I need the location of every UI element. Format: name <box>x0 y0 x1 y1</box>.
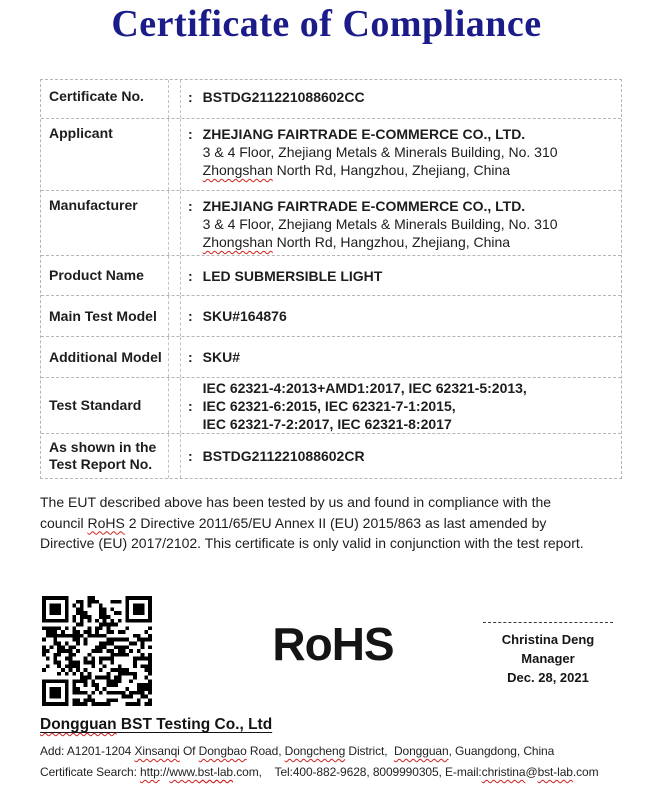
value-line: SKU# <box>202 349 241 365</box>
signature-block <box>477 622 619 687</box>
value-line: IEC 62321-6:2015, IEC 62321-7-1:2015, <box>202 397 456 414</box>
row-value <box>181 119 621 190</box>
value-line: ZHEJIANG FAIRTRADE E-COMMERCE CO., LTD. <box>202 126 526 142</box>
table-row-test-report-no <box>41 433 621 478</box>
cell-spacer <box>169 434 181 478</box>
row-value <box>181 256 621 295</box>
colon-separator: : <box>188 126 193 142</box>
table-row-certificate-no <box>41 80 621 118</box>
table-row-applicant <box>41 118 621 190</box>
cell-spacer <box>169 80 181 118</box>
value-line: BSTDG211221088602CR <box>202 448 365 464</box>
value-line: BSTDG211221088602CC <box>202 89 365 105</box>
row-value <box>181 296 621 336</box>
row-value <box>181 80 621 118</box>
table-row-main-test-model <box>41 295 621 336</box>
cell-spacer <box>169 119 181 190</box>
cell-spacer <box>169 337 181 377</box>
qr-code <box>42 596 152 706</box>
row-label: Product Name <box>41 256 169 295</box>
colon-separator: : <box>188 448 193 464</box>
certificate-title: Certificate of Compliance <box>111 3 542 45</box>
value-line: LED SUBMERSIBLE LIGHT <box>202 267 383 284</box>
compliance-statement <box>40 492 626 554</box>
row-label: Manufacturer <box>41 191 169 255</box>
row-value <box>181 191 621 255</box>
row-label: Certificate No. <box>41 80 169 118</box>
table-row-additional-model <box>41 336 621 377</box>
row-label: As shown in the Test Report No. <box>41 434 169 478</box>
signature-date: Dec. 28, 2021 <box>507 670 589 685</box>
value-line: Zhongshan North Rd, Hangzhou, Zhejiang, China <box>202 162 511 178</box>
statement-line: council RoHS 2 Directive 2011/65/EU Annex II (EU) 2015/863 as last amended by <box>40 514 547 531</box>
certificate-table <box>40 79 622 479</box>
cell-spacer <box>169 296 181 336</box>
value-line: IEC 62321-7-2:2017, IEC 62321-8:2017 <box>202 415 452 432</box>
cell-spacer <box>169 191 181 255</box>
value-line: 3 & 4 Floor, Zhejiang Metals & Minerals Building, No. 310 <box>202 216 558 232</box>
company-name: Dongguan BST Testing Co., Ltd <box>40 716 273 733</box>
colon-separator: : <box>188 89 193 105</box>
value-line: ZHEJIANG FAIRTRADE E-COMMERCE CO., LTD. <box>202 198 526 214</box>
contact-line: Certificate Search: http://www.bst-lab.com, Tel:400-882-9628, 8009990305, E-mail:christina@bst-lab.com <box>40 765 599 779</box>
value-line: Zhongshan North Rd, Hangzhou, Zhejiang, China <box>202 234 511 250</box>
row-label: Test Standard <box>41 378 169 433</box>
table-row-product-name <box>41 255 621 295</box>
row-value <box>181 434 621 478</box>
footer <box>40 716 640 785</box>
statement-line: Directive (EU) 2017/2102. This certificate is only valid in conjunction with the test report. <box>40 535 584 551</box>
colon-separator: : <box>188 397 193 414</box>
row-label: Additional Model <box>41 337 169 377</box>
colon-separator: : <box>188 267 193 284</box>
table-row-manufacturer <box>41 190 621 255</box>
row-label: Applicant <box>41 119 169 190</box>
rohs-logo: RoHS <box>272 618 394 670</box>
cell-spacer <box>169 378 181 433</box>
table-row-test-standard <box>41 377 621 433</box>
row-value <box>181 337 621 377</box>
statement-line: The EUT described above has been tested by us and found in compliance with the <box>40 494 552 510</box>
row-value <box>181 378 621 433</box>
cell-spacer <box>169 256 181 295</box>
colon-separator: : <box>188 308 193 324</box>
signatory-title: Manager <box>521 651 575 666</box>
colon-separator: : <box>188 198 193 214</box>
value-line: 3 & 4 Floor, Zhejiang Metals & Minerals Building, No. 310 <box>202 144 558 160</box>
value-line: IEC 62321-4:2013+AMD1:2017, IEC 62321-5:2013, <box>202 379 527 396</box>
company-address: Add: A1201-1204 Xinsanqi Of Dongbao Road, Dongcheng District, Dongguan, Guangdong, China <box>40 744 555 758</box>
value-line: SKU#164876 <box>202 308 287 324</box>
colon-separator: : <box>188 349 193 365</box>
row-label: Main Test Model <box>41 296 169 336</box>
signature-line <box>483 622 613 623</box>
signatory-name: Christina Deng <box>501 632 595 647</box>
